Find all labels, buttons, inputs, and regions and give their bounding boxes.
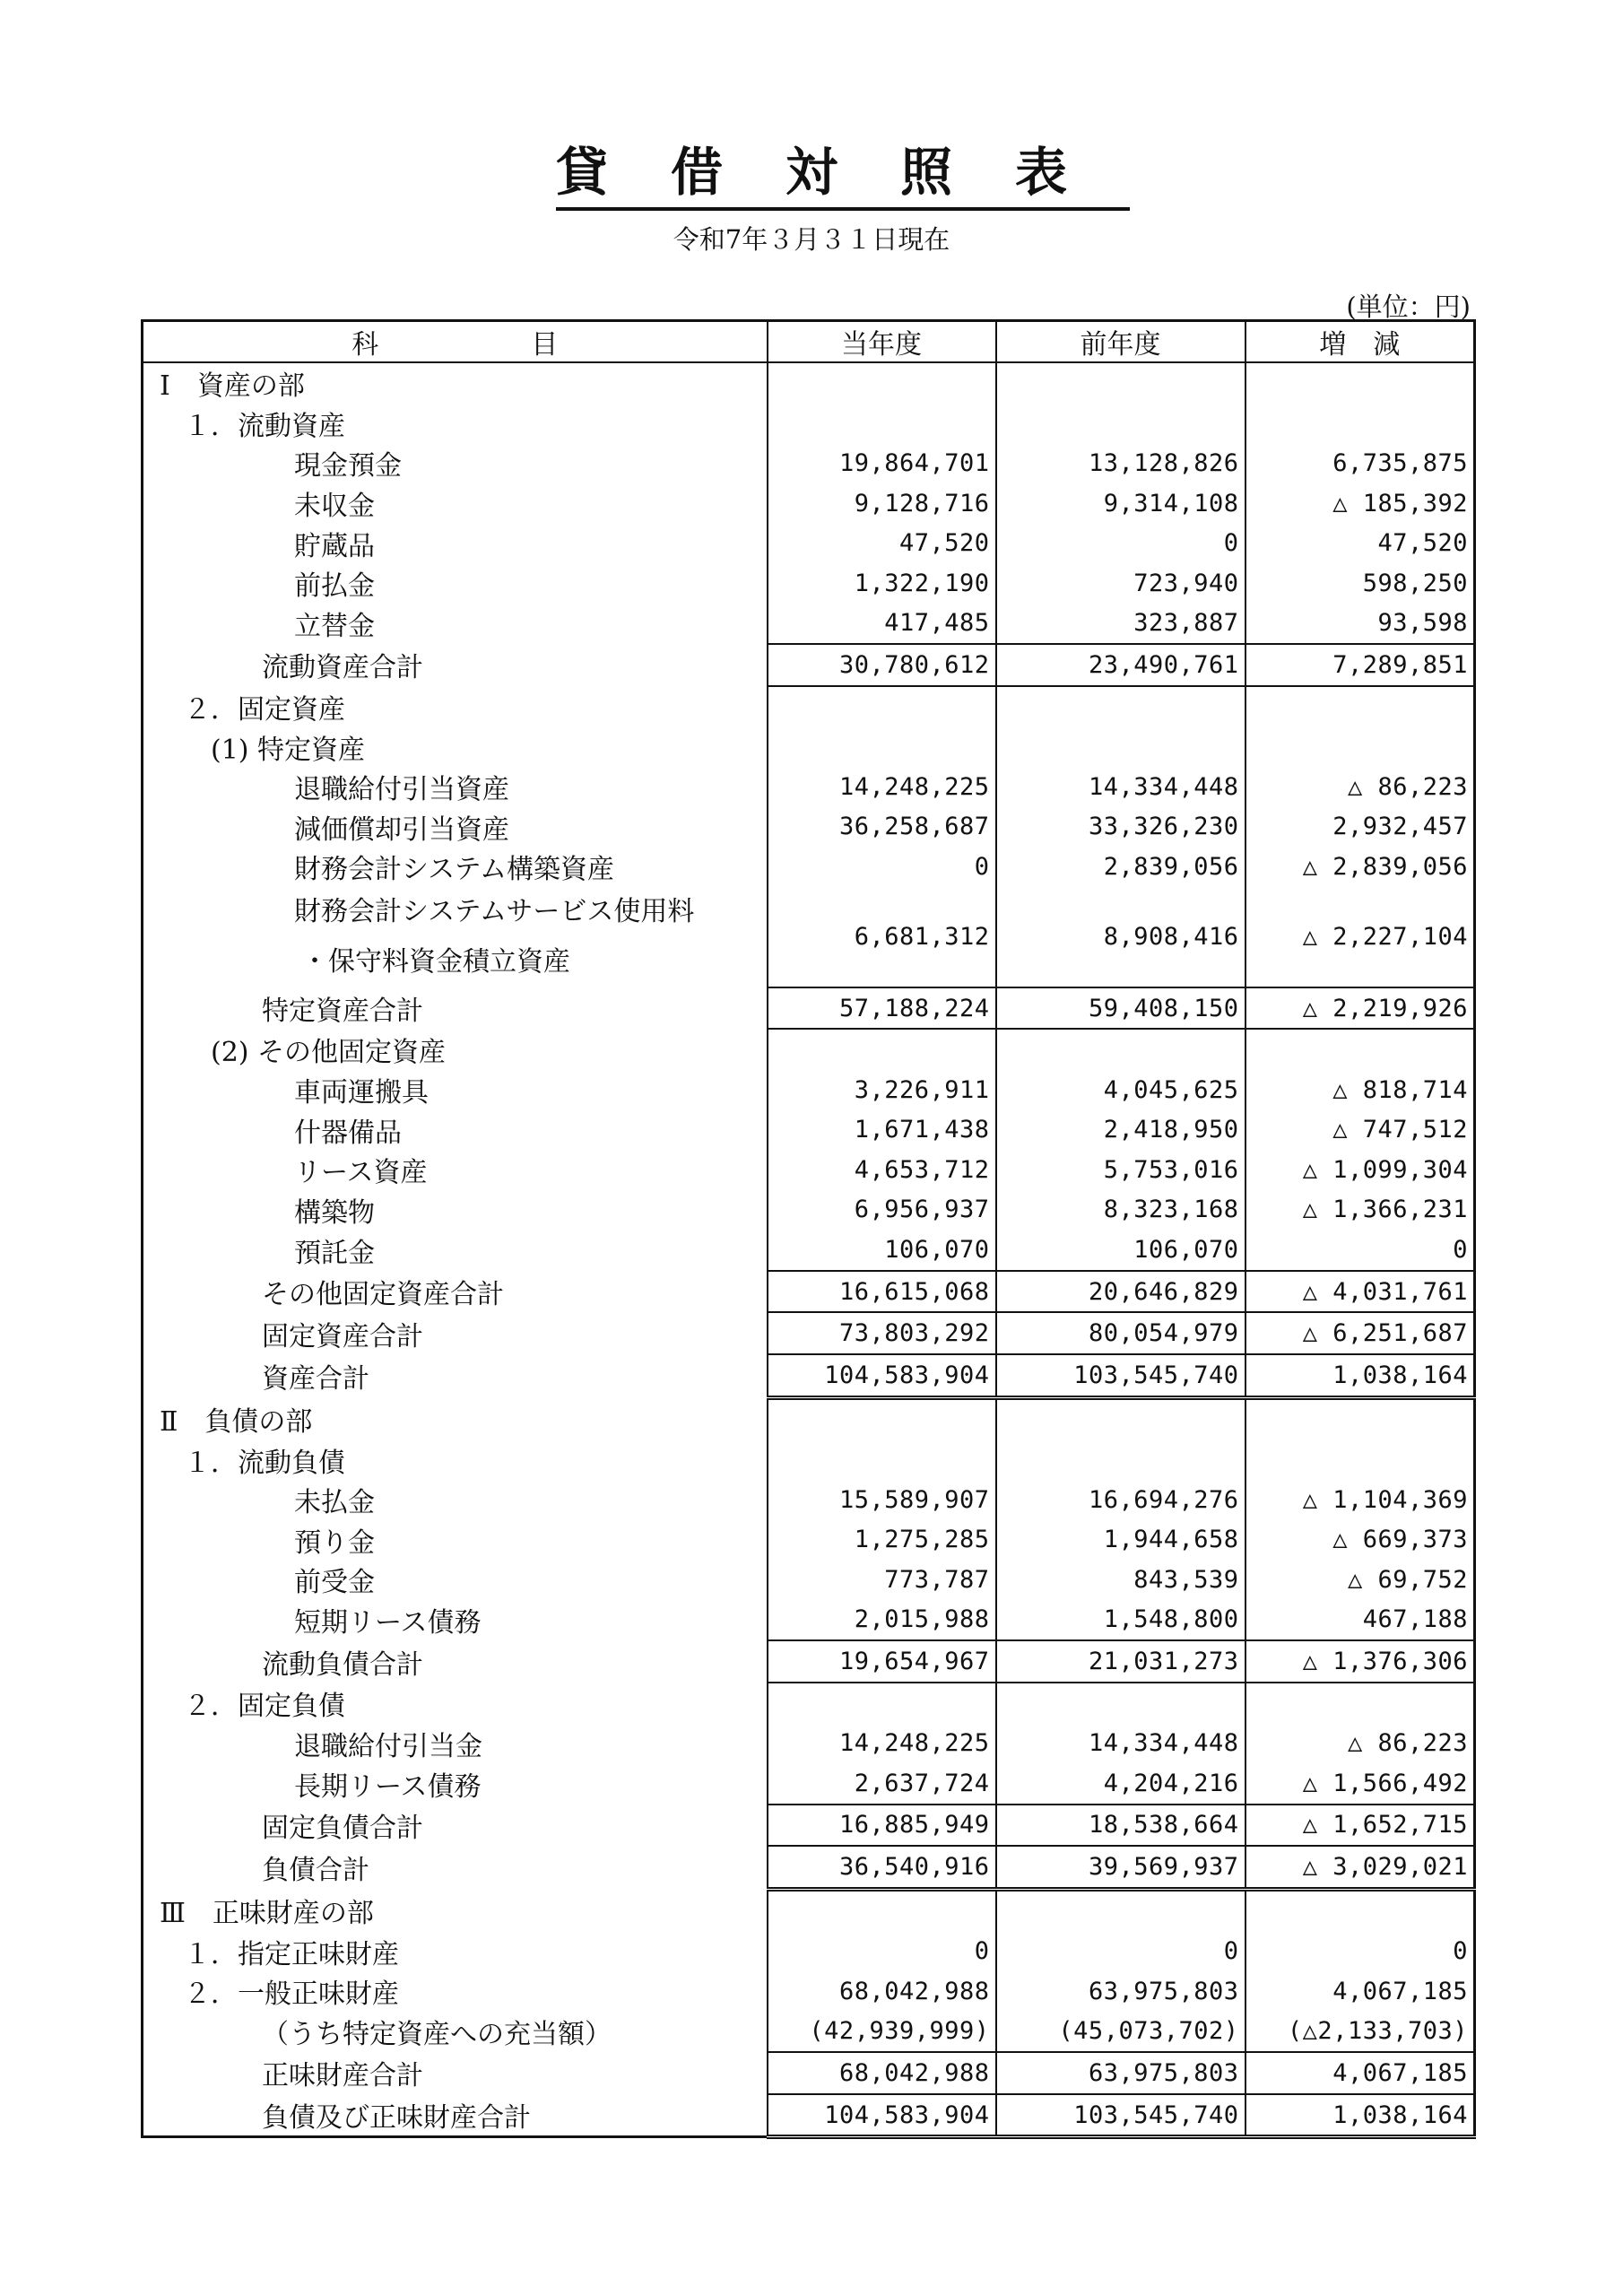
change-value: △ 2,227,104 (1245, 887, 1475, 987)
previous-value: 14,334,448 (996, 1723, 1245, 1763)
previous-value (996, 1397, 1245, 1439)
table-row (143, 807, 1475, 848)
table-row (143, 987, 1475, 1030)
current-value: 104,583,904 (768, 2094, 996, 2137)
change-value (1245, 1889, 1475, 1931)
change-value (1245, 1397, 1475, 1439)
previous-value: 59,408,150 (996, 987, 1245, 1030)
table-row (143, 1480, 1475, 1520)
previous-value: 103,545,740 (996, 2094, 1245, 2137)
table-row (143, 767, 1475, 807)
previous-value: 1,548,800 (996, 1600, 1245, 1641)
previous-value: 9,314,108 (996, 483, 1245, 524)
table-row (143, 1190, 1475, 1231)
row-label: 現金預金 (143, 443, 768, 483)
previous-value: 1,944,658 (996, 1519, 1245, 1560)
row-label: ２．固定負債 (143, 1683, 768, 1724)
table-row (143, 1519, 1475, 1560)
change-value (1245, 362, 1475, 404)
table-row (143, 362, 1475, 404)
row-label: 未払金 (143, 1480, 768, 1520)
change-value: △ 747,512 (1245, 1110, 1475, 1151)
row-label: 正味財産合計 (143, 2052, 768, 2094)
current-value: 73,803,292 (768, 1312, 996, 1354)
previous-value: 4,045,625 (996, 1070, 1245, 1110)
table-row (143, 1683, 1475, 1724)
previous-value (996, 1683, 1245, 1724)
change-value: △ 1,099,304 (1245, 1150, 1475, 1190)
change-value: 4,067,185 (1245, 2052, 1475, 2094)
row-label: １．流動資産 (143, 404, 768, 444)
row-label: 什器備品 (143, 1110, 768, 1151)
current-value (768, 1397, 996, 1439)
previous-value: 8,908,416 (996, 887, 1245, 987)
row-label: その他固定資産合計 (143, 1271, 768, 1313)
change-value: △ 1,376,306 (1245, 1640, 1475, 1683)
row-label-line2: ・保守料資金積立資産 (301, 945, 570, 978)
current-value: 9,128,716 (768, 483, 996, 524)
table-row (143, 1312, 1475, 1354)
change-value: △ 86,223 (1245, 1723, 1475, 1763)
previous-value: 843,539 (996, 1560, 1245, 1600)
row-label: 前払金 (143, 563, 768, 604)
change-value (1245, 686, 1475, 727)
previous-value: 16,694,276 (996, 1480, 1245, 1520)
change-value: △ 2,219,926 (1245, 987, 1475, 1030)
table-row (143, 1846, 1475, 1889)
previous-value: 14,334,448 (996, 767, 1245, 807)
change-value: 7,289,851 (1245, 644, 1475, 686)
row-label: １．指定正味財産 (143, 1931, 768, 1971)
row-label: 車両運搬具 (143, 1070, 768, 1110)
current-value: 106,070 (768, 1230, 996, 1271)
current-value (768, 1439, 996, 1480)
current-value: 14,248,225 (768, 767, 996, 807)
table-row (143, 1723, 1475, 1763)
table-row (143, 1110, 1475, 1151)
change-value: △ 1,104,369 (1245, 1480, 1475, 1520)
change-value (1245, 404, 1475, 444)
previous-value: 23,490,761 (996, 644, 1245, 686)
current-value: 57,188,224 (768, 987, 996, 1030)
current-value: 2,015,988 (768, 1600, 996, 1641)
previous-value: 103,545,740 (996, 1354, 1245, 1397)
table-row (143, 686, 1475, 727)
previous-value: 8,323,168 (996, 1190, 1245, 1231)
table-row (143, 404, 1475, 444)
current-value: 36,540,916 (768, 1846, 996, 1889)
previous-value: 80,054,979 (996, 1312, 1245, 1354)
row-label: 前受金 (143, 1560, 768, 1600)
change-value: 0 (1245, 1931, 1475, 1971)
previous-value: 323,887 (996, 604, 1245, 645)
row-label: 退職給付引当金 (143, 1723, 768, 1763)
current-value: 19,654,967 (768, 1640, 996, 1683)
previous-value: 18,538,664 (996, 1805, 1245, 1847)
change-value: △ 4,031,761 (1245, 1271, 1475, 1313)
change-value (1245, 1439, 1475, 1480)
change-value: 4,067,185 (1245, 1971, 1475, 2012)
row-label: 預り金 (143, 1519, 768, 1560)
table-row (143, 1889, 1475, 1931)
table-row (143, 1439, 1475, 1480)
title-text: 貸借対照表 (556, 130, 1130, 211)
table-row (143, 726, 1475, 767)
row-label: 未収金 (143, 483, 768, 524)
previous-value: 0 (996, 523, 1245, 563)
row-label: 負債合計 (143, 1846, 768, 1889)
table-row (143, 847, 1475, 887)
row-label-line1: 財務会計システムサービス使用料 (294, 895, 695, 927)
previous-value: 13,128,826 (996, 443, 1245, 483)
current-value (768, 1889, 996, 1931)
current-value: 1,671,438 (768, 1110, 996, 1151)
previous-value (996, 404, 1245, 444)
header-subject (143, 321, 768, 363)
table-row (143, 1763, 1475, 1805)
previous-value: 20,646,829 (996, 1271, 1245, 1313)
change-value: △ 1,652,715 (1245, 1805, 1475, 1847)
previous-value: 39,569,937 (996, 1846, 1245, 1889)
current-value: 15,589,907 (768, 1480, 996, 1520)
change-value: △ 185,392 (1245, 483, 1475, 524)
current-value (768, 362, 996, 404)
change-value: △ 1,366,231 (1245, 1190, 1475, 1231)
current-value: 2,637,724 (768, 1763, 996, 1805)
row-label: 特定資産合計 (143, 987, 768, 1030)
row-label (143, 887, 768, 987)
change-value: 598,250 (1245, 563, 1475, 604)
row-label: 貯蔵品 (143, 523, 768, 563)
current-value (768, 1683, 996, 1724)
row-label: 退職給付引当資産 (143, 767, 768, 807)
previous-value (996, 726, 1245, 767)
row-label: Ⅱ 負債の部 (143, 1397, 768, 1439)
previous-value: 2,418,950 (996, 1110, 1245, 1151)
change-value: △ 2,839,056 (1245, 847, 1475, 887)
current-value: 0 (768, 847, 996, 887)
current-value (768, 726, 996, 767)
header-current: 当年度 (768, 321, 996, 363)
current-value: 14,248,225 (768, 1723, 996, 1763)
row-label: ２．固定資産 (143, 686, 768, 727)
previous-value (996, 1439, 1245, 1480)
current-value: 6,956,937 (768, 1190, 996, 1231)
table-row (143, 1230, 1475, 1271)
current-value: 4,653,712 (768, 1150, 996, 1190)
current-value: 6,681,312 (768, 887, 996, 987)
row-label: 財務会計システム構築資産 (143, 847, 768, 887)
change-value: 2,932,457 (1245, 807, 1475, 848)
header-subject-2: 目 (531, 329, 559, 361)
header-previous: 前年度 (996, 321, 1245, 363)
current-value (768, 686, 996, 727)
previous-value: 63,975,803 (996, 2052, 1245, 2094)
table-row (143, 1397, 1475, 1439)
change-value (1245, 726, 1475, 767)
row-label: 流動負債合計 (143, 1640, 768, 1683)
row-label: 流動資産合計 (143, 644, 768, 686)
previous-value: 5,753,016 (996, 1150, 1245, 1190)
header-subject-1: 科 (352, 329, 379, 361)
previous-value: 723,940 (996, 563, 1245, 604)
current-value: 3,226,911 (768, 1070, 996, 1110)
table-row (143, 1600, 1475, 1641)
change-value: 6,735,875 (1245, 443, 1475, 483)
previous-value: 2,839,056 (996, 847, 1245, 887)
previous-value (996, 686, 1245, 727)
change-value: 0 (1245, 1230, 1475, 1271)
row-label: Ⅲ 正味財産の部 (143, 1889, 768, 1931)
unit-label: (単位：円) (1346, 291, 1471, 322)
table-row (143, 604, 1475, 645)
page-title (0, 130, 1623, 211)
current-value: 68,042,988 (768, 2052, 996, 2094)
table-row (143, 1640, 1475, 1683)
change-value: △ 818,714 (1245, 1070, 1475, 1110)
row-label: 預託金 (143, 1230, 768, 1271)
change-value: △ 69,752 (1245, 1560, 1475, 1600)
current-value: 1,322,190 (768, 563, 996, 604)
row-label: 負債及び正味財産合計 (143, 2094, 768, 2137)
change-value (1245, 1683, 1475, 1724)
current-value: 16,885,949 (768, 1805, 996, 1847)
balance-sheet-table (141, 319, 1476, 2139)
table-row (143, 563, 1475, 604)
current-value: (42,939,999) (768, 2012, 996, 2053)
row-label: 固定資産合計 (143, 1312, 768, 1354)
table-row (143, 443, 1475, 483)
current-value: 36,258,687 (768, 807, 996, 848)
row-label: １．流動負債 (143, 1439, 768, 1480)
table-row (143, 2052, 1475, 2094)
current-value: 16,615,068 (768, 1271, 996, 1313)
table-row (143, 1354, 1475, 1397)
table-row (143, 644, 1475, 686)
change-value (1245, 1029, 1475, 1070)
table-row (143, 2094, 1475, 2137)
current-value: 68,042,988 (768, 1971, 996, 2012)
current-value: 19,864,701 (768, 443, 996, 483)
current-value: 30,780,612 (768, 644, 996, 686)
current-value: 417,485 (768, 604, 996, 645)
change-value: △ 86,223 (1245, 767, 1475, 807)
change-value: △ 3,029,021 (1245, 1846, 1475, 1889)
row-label: 資産合計 (143, 1354, 768, 1397)
table-row (143, 887, 1475, 987)
table-row (143, 523, 1475, 563)
previous-value (996, 362, 1245, 404)
report-date: 令和7年３月３１日現在 (673, 224, 950, 255)
row-label: （うち特定資産への充当額） (143, 2012, 768, 2053)
current-value (768, 1029, 996, 1070)
row-label: ２．一般正味財産 (143, 1971, 768, 2012)
table-body (143, 362, 1475, 2137)
table-row (143, 1931, 1475, 1971)
change-value: 467,188 (1245, 1600, 1475, 1641)
change-value: △ 6,251,687 (1245, 1312, 1475, 1354)
header-row (143, 321, 1475, 363)
row-label: (1) 特定資産 (143, 726, 768, 767)
previous-value: 63,975,803 (996, 1971, 1245, 2012)
table-row (143, 1070, 1475, 1110)
table-row (143, 1805, 1475, 1847)
header-change: 増 減 (1245, 321, 1475, 363)
row-label: リース資産 (143, 1150, 768, 1190)
previous-value: 4,204,216 (996, 1763, 1245, 1805)
table-row (143, 483, 1475, 524)
change-value: (△2,133,703) (1245, 2012, 1475, 2053)
current-value: 104,583,904 (768, 1354, 996, 1397)
previous-value: 33,326,230 (996, 807, 1245, 848)
current-value: 773,787 (768, 1560, 996, 1600)
row-label: 立替金 (143, 604, 768, 645)
table-row (143, 1029, 1475, 1070)
previous-value (996, 1029, 1245, 1070)
row-label: 短期リース債務 (143, 1600, 768, 1641)
row-label: 固定負債合計 (143, 1805, 768, 1847)
current-value: 47,520 (768, 523, 996, 563)
table-row (143, 1271, 1475, 1313)
row-label: Ⅰ 資産の部 (143, 362, 768, 404)
change-value: 1,038,164 (1245, 2094, 1475, 2137)
change-value: 47,520 (1245, 523, 1475, 563)
table-row (143, 2012, 1475, 2053)
previous-value: 0 (996, 1931, 1245, 1971)
change-value: △ 1,566,492 (1245, 1763, 1475, 1805)
change-value: 1,038,164 (1245, 1354, 1475, 1397)
previous-value (996, 1889, 1245, 1931)
previous-value: 106,070 (996, 1230, 1245, 1271)
table-row (143, 1971, 1475, 2012)
row-label: 減価償却引当資産 (143, 807, 768, 848)
change-value: 93,598 (1245, 604, 1475, 645)
table-row (143, 1560, 1475, 1600)
change-value: △ 669,373 (1245, 1519, 1475, 1560)
current-value: 0 (768, 1931, 996, 1971)
previous-value: 21,031,273 (996, 1640, 1245, 1683)
row-label: 構築物 (143, 1190, 768, 1231)
row-label: 長期リース債務 (143, 1763, 768, 1805)
current-value (768, 404, 996, 444)
row-label: (2) その他固定資産 (143, 1029, 768, 1070)
table-row (143, 1150, 1475, 1190)
current-value: 1,275,285 (768, 1519, 996, 1560)
previous-value: (45,073,702) (996, 2012, 1245, 2053)
